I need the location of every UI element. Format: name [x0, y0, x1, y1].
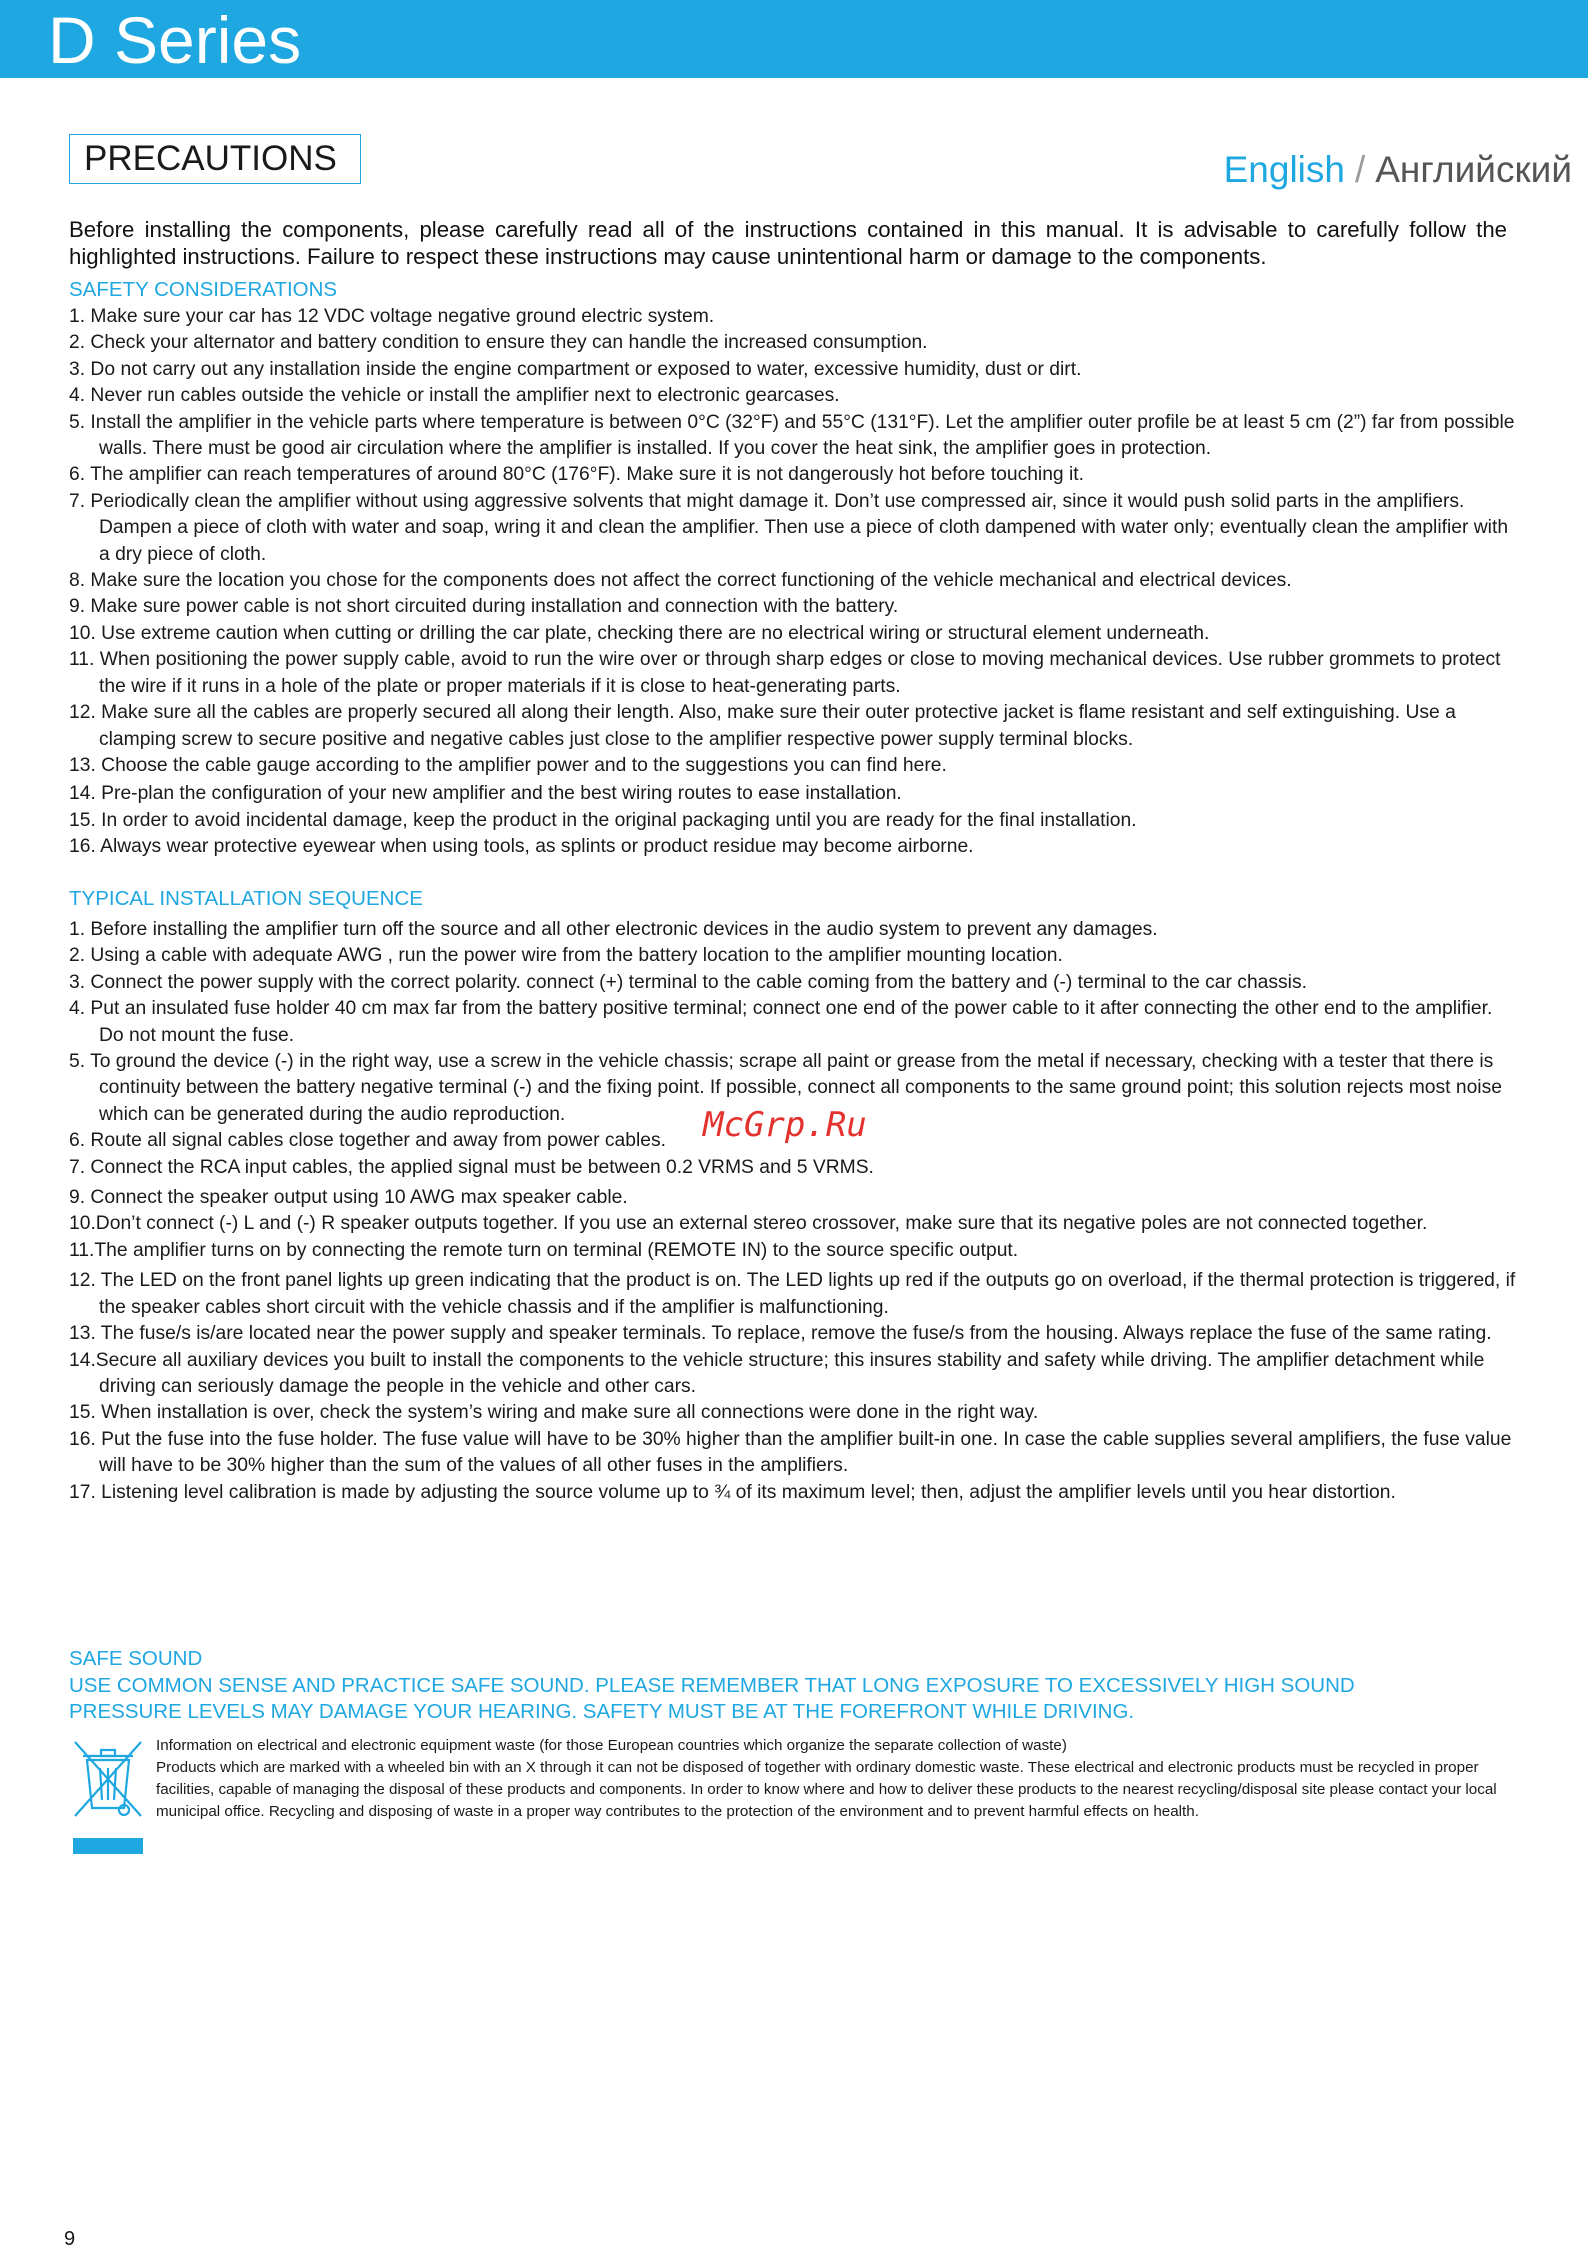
installation-list-item: 16. Put the fuse into the fuse holder. The fuse value will have to be 30% higher than the amplifier built-in one. In case the cable supplies several amplifiers, the fuse value will have to be 30% higher than the sum of the values of all other fuses in the amplifiers.	[69, 1428, 1512, 1477]
safety-list-item: 4. Never run cables outside the vehicle or install the amplifier next to electronic gearcases.	[69, 385, 840, 407]
installation-list-item: 14.Secure all auxiliary devices you built to install the components to the vehicle structure; this insures stability and safety while driving. The amplifier detachment while driving can seriously damage the people in the vehicle and other cars.	[69, 1349, 1485, 1397]
installation-list-item: 12. The LED on the front panel lights up green indicating that the product is on. The LED lights up red if the outputs go on overload, if the thermal protection is triggered, if the speaker cables short circuit with the vehicle chassis and if the amplifier is malfunctioning.	[69, 1270, 1516, 1318]
safety-list-item: 5. Install the amplifier in the vehicle parts where temperature is between 0°C (32°F) and 55°C (131°F). Let the amplifier outer profile be at least 5 cm (2”) far from possible walls. There must be good air circulation where the amplifier is installed. If you cover the heat sink, the amplifier goes in protection.	[69, 411, 1515, 460]
safety-list-item: 7. Periodically clean the amplifier without using aggressive solvents that might damage it. Don’t use compressed air, since it would push solid parts in the amplifiers. Dampen a piece of cloth with water and soap, wring it and clean the amplifier. Then use a piece of cloth dampened with water only; eventually clean the amplifier with a dry piece of cloth.	[69, 490, 1509, 565]
safety-list-item: 14. Pre-plan the configuration of your new amplifier and the best wiring routes to ease installation.	[69, 783, 902, 805]
installation-list-item: 5. To ground the device (-) in the right way, use a screw in the vehicle chassis; scrape all paint or grease from the metal if necessary, checking with a tester that there is continuity between the battery negative terminal (-) and the fixing point. If possible, connect all components to the same ground point; this solution rejects most noise which can be generated during the audio reproduction.	[69, 1051, 1502, 1125]
safety-list-item: 9. Make sure power cable is not short circuited during installation and connection with the battery.	[69, 596, 899, 618]
safety-list-item: 6. The amplifier can reach temperatures of around 80°C (176°F). Make sure it is not dangerously hot before touching it.	[69, 464, 1085, 486]
page-number: 9	[64, 2228, 76, 2250]
weee-title: Information on electrical and electronic equipment waste (for those European countries which organize the separate collection of waste)	[156, 1737, 1067, 1754]
language-separator: /	[1354, 149, 1366, 190]
installation-list-item: 7. Connect the RCA input cables, the applied signal must be between 0.2 VRMS and 5 VRMS.	[69, 1156, 874, 1178]
safety-list-item: 15. In order to avoid incidental damage, keep the product in the original packaging until you are ready for the final installation.	[69, 809, 1137, 831]
safety-list-item: 8. Make sure the location you chose for the components does not affect the correct functioning of the vehicle mechanical and electrical devices.	[69, 570, 1292, 592]
safety-heading: SAFETY CONSIDERATIONS	[69, 278, 338, 301]
language-russian: Английский	[1375, 149, 1572, 190]
weee-body: Products which are marked with a wheeled bin with an X through it can not be disposed of together with ordinary domestic waste. These electrical and electronic products must be recycled in proper facilities, capable of managing the disposal of these products and components. In order to know where and how to deliver these products to the nearest recycling/disposal site please contact your local municipal office. Recycling and disposing of waste in a proper way contributes to the protection of the environment and to prevent harmful effects on health.	[156, 1759, 1497, 1820]
safe-sound-line-2: PRESSURE LEVELS MAY DAMAGE YOUR HEARING. SAFETY MUST BE AT THE FOREFRONT WHILE DRIVING.	[69, 1700, 1135, 1723]
safety-list-item: 1. Make sure your car has 12 VDC voltage negative ground electric system.	[69, 306, 715, 327]
installation-list-item: 6. Route all signal cables close together and away from power cables.	[69, 1130, 666, 1152]
installation-list-item: 3. Connect the power supply with the correct polarity. connect (+) terminal to the cable coming from the battery and (-) terminal to the car chassis.	[69, 971, 1307, 993]
watermark: McGrp.Ru	[703, 1105, 867, 1145]
page-header-title: D Series	[48, 3, 302, 77]
safety-list-item: 3. Do not carry out any installation inside the engine compartment or exposed to water, excessive humidity, dust or dirt.	[69, 358, 1082, 380]
safe-sound-block	[69, 1646, 1529, 1726]
installation-list-item: 17. Listening level calibration is made by adjusting the source volume up to ¾ of its maximum level; then, adjust the amplifier levels until you hear distortion.	[69, 1481, 1396, 1503]
installation-list-item: 15. When installation is over, check the system’s wiring and make sure all connections were done in the right way.	[69, 1402, 1039, 1424]
installation-list-item: 1. Before installing the amplifier turn off the source and all other electronic devices in the audio system to prevent any damages.	[69, 919, 1158, 940]
installation-list-item: 4. Put an insulated fuse holder 40 cm max far from the battery positive terminal; connect one end of the power cable to it after connecting the other end to the amplifier. Do not mount the fuse.	[69, 998, 1493, 1046]
installation-heading: TYPICAL INSTALLATION SEQUENCE	[69, 887, 423, 910]
safe-sound-line-1: USE COMMON SENSE AND PRACTICE SAFE SOUND. PLEASE REMEMBER THAT LONG EXPOSURE TO EXCESSIVELY HIGH SOUND	[69, 1673, 1355, 1697]
language-label	[1224, 148, 1572, 192]
weee-notice	[156, 1735, 1516, 1823]
installation-list	[69, 917, 1519, 1506]
installation-list-item: 13. The fuse/s is/are located near the power supply and speaker terminals. To replace, remove the fuse/s from the housing. Always replace the fuse of the same rating.	[69, 1323, 1492, 1345]
safety-list-item: 2. Check your alternator and battery condition to ensure they can handle the increased consumption.	[69, 332, 928, 354]
safety-list-item: 16. Always wear protective eyewear when using tools, as splints or product residue may become airborne.	[69, 836, 974, 858]
safety-list-item: 12. Make sure all the cables are properly secured all along their length. Also, make sure their outer protective jacket is flame resistant and self extinguishing. Use a clamping screw to secure positive and negative cables just close to the amplifier respective power supply terminal blocks.	[69, 702, 1456, 750]
installation-list-item: 11.The amplifier turns on by connecting the remote turn on terminal (REMOTE IN) to the source specific output.	[69, 1239, 1019, 1261]
safety-list-item: 11. When positioning the power supply cable, avoid to run the wire over or through sharp edges or close to moving mechanical devices. Use rubber grommets to protect the wire if it runs in a hole of the plate or proper materials if it is close to heat-generating parts.	[69, 649, 1501, 697]
language-english: English	[1223, 149, 1345, 190]
installation-list-item: 9. Connect the speaker output using 10 AWG max speaker cable.	[69, 1187, 628, 1209]
installation-list-item: 2. Using a cable with adequate AWG , run the power wire from the battery location to the amplifier mounting location.	[69, 945, 1063, 967]
safety-list-item: 13. Choose the cable gauge according to the amplifier power and to the suggestions you can find here.	[69, 754, 947, 776]
precautions-title: PRECAUTIONS	[84, 139, 337, 178]
safe-sound-heading: SAFE SOUND	[69, 1647, 203, 1670]
safety-list-item: 10. Use extreme caution when cutting or drilling the car plate, checking there are no electrical wiring or structural element underneath.	[69, 622, 1210, 644]
intro-paragraph: Before installing the components, please carefully read all of the instructions contained in this manual. It is advisable to carefully follow the highlighted instructions. Failure to respect these instructions may cause unintentional harm or damage to the components.	[69, 217, 1507, 269]
safety-list	[69, 304, 1519, 861]
weee-bin-icon	[69, 1738, 147, 1856]
installation-list-item: 10.Don’t connect (-) L and (-) R speaker outputs together. If you use an external stereo crossover, make sure that its negative poles are not connected together.	[69, 1213, 1428, 1235]
